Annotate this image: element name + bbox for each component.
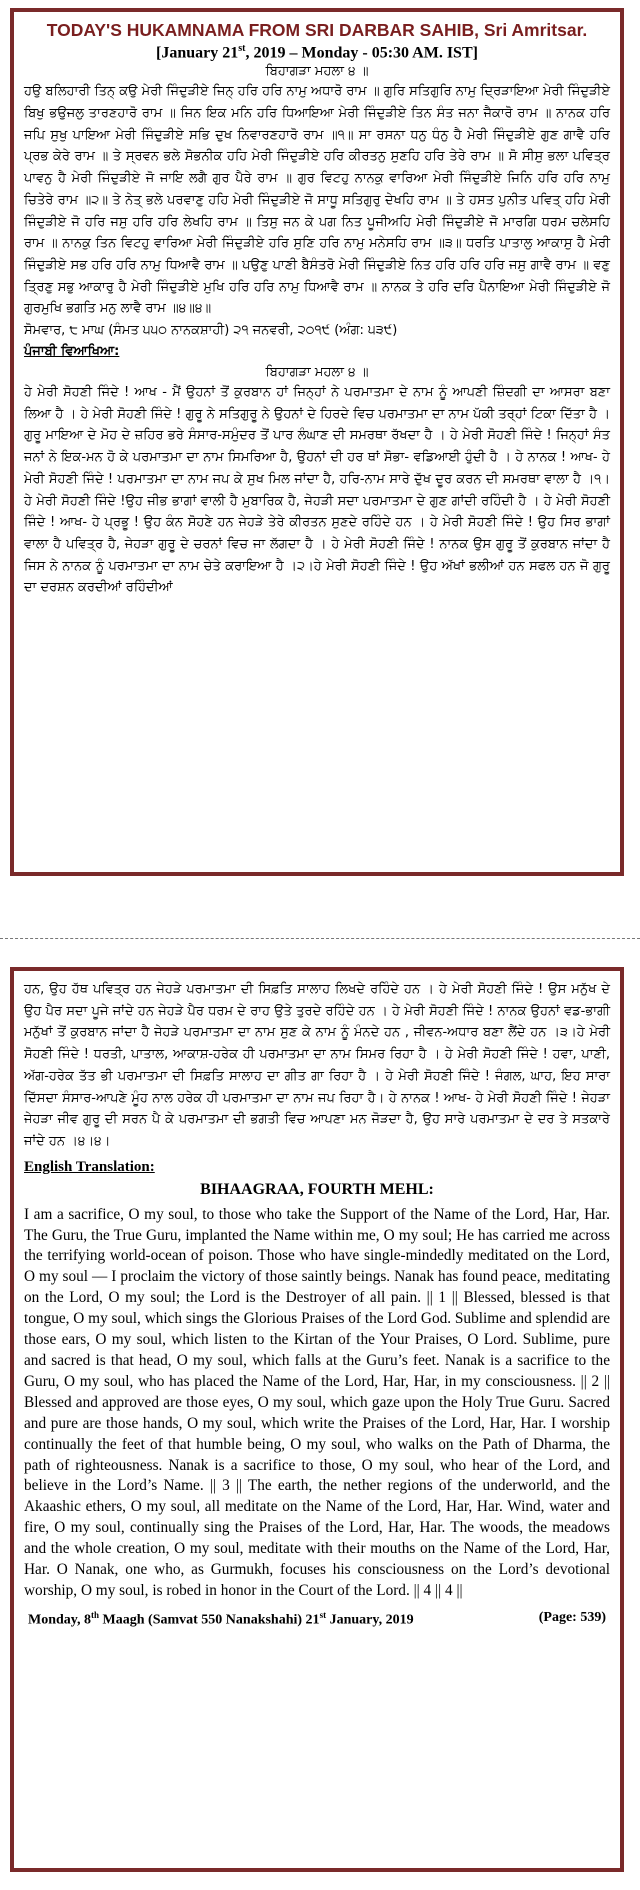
vyakhya-raag-heading: ਬਿਹਾਗੜਾ ਮਹਲਾ ੪ ॥ <box>265 365 369 381</box>
vyakhya-text-part2: ਹਨ, ਉਹ ਹੱਥ ਪਵਿਤ੍ਰ ਹਨ ਜੇਹੜੇ ਪਰਮਾਤਮਾ ਦੀ ਸਿਫ਼ਤਿ ਸਾਲਾਹ ਲਿਖਦੇ ਰਹਿੰਦੇ ਹਨ । ਹੇ ਮੇਰੀ ਸੋਹਣੀ ਜਿੰਦੇ ! ਉਸ ਮਨੁੱਖ ਦੇ ਉਹ ਪੈਰ ਸਦਾ ਪੂਜੇ ਜਾਂਦੇ ਹਨ ਜੇਹੜੇ ਪੈਰ ਧਰਮ ਦੇ ਰਾਹ ਉਤੇ ਤੁਰਦੇ ਰਹਿੰਦੇ ਹਨ । ਹੇ ਮੇਰੀ ਸੋਹਣੀ ਜਿੰਦੇ ! ਨਾਨਕ ਉਹਨਾਂ ਵਡ-ਭਾਗੀ ਮਨੁੱਖਾਂ ਤੋਂ ਕੁਰਬਾਨ ਜਾਂਦਾ ਹੈ ਜੇਹੜੇ ਪਰਮਾਤਮਾ ਦਾ ਨਾਮ ਸੁਣ ਕੇ ਨਾਮ ਨੂੰ ਮੰਨਦੇ ਹਨ , ਜੀਵਨ-ਅਧਾਰ ਬਣਾ ਲੈਂਦੇ ਹਨ ।੩।ਹੇ ਮੇਰੀ ਸੋਹਣੀ ਜਿੰਦੇ ! ਧਰਤੀ, ਪਾਤਾਲ, ਆਕਾਸ਼-ਹਰੇਕ ਹੀ ਪਰਮਾਤਮਾ ਦਾ ਨਾਮ ਸਿਮਰ ਰਿਹਾ ਹੈ । ਹੇ ਮੇਰੀ ਸੋਹਣੀ ਜਿੰਦੇ ! ਹਵਾ, ਪਾਣੀ, ਅੱਗ-ਹਰੇਕ ਤੱਤ ਭੀ ਪਰਮਾਤਮਾ ਦੀ ਸਿਫ਼ਤਿ ਸਾਲਾਹ ਦਾ ਗੀਤ ਗਾ ਰਿਹਾ ਹੈ । ਹੇ ਮੇਰੀ ਸੋਹਣੀ ਜਿੰਦੇ ! ਜੰਗਲ, ਘਾਹ, ਇਹ ਸਾਰਾ ਦਿੱਸਦਾ ਸੰਸਾਰ-ਆਪਣੇ ਮੂੰਹ ਨਾਲ ਹਰੇਕ ਹੀ ਪਰਮਾਤਮਾ ਦਾ ਨਾਮ ਜਪ ਰਿਹਾ ਹੈ। ਹੇ ਨਾਨਕ ! ਆਖ- ਹੇ ਮੇਰੀ ਸੋਹਣੀ ਜਿੰਦੇ ! ਜੇਹੜਾ ਜੇਹੜਾ ਜੀਵ ਗੁਰੂ ਦੀ ਸਰਨ ਪੈ ਕੇ ਪਰਮਾਤਮਾ ਦੀ ਭਗਤੀ ਵਿਚ ਆਪਣਾ ਮਨ ਜੋੜਦਾ ਹੈ, ਉਹ ਸਾਰੇ ਪਰਮਾਤਮਾ ਦੇ ਦਰ ਤੇ ਸਤਕਾਰੇ ਜਾਂਦੇ ਹਨ ।੪।੪। <box>24 982 610 1149</box>
footer-page-number: (Page: 539) <box>538 1609 606 1625</box>
english-footer <box>24 1610 610 1629</box>
hukamnama-date: [January 21st, 2019 – Monday - 05:30 AM. IST] <box>156 43 478 62</box>
gurbani-text: ਹਉ ਬਲਿਹਾਰੀ ਤਿਨ੍ ਕਉ ਮੇਰੀ ਜਿੰਦੁੜੀਏ ਜਿਨ੍ ਹਰਿ ਹਰਿ ਨਾਮੁ ਅਧਾਰੋ ਰਾਮ ॥ ਗੁਰਿ ਸਤਿਗੁਰਿ ਨਾਮੁ ਦ੍ਰਿੜਾਇਆ ਮੇਰੀ ਜਿੰਦੁੜੀਏ ਬਿਖੁ ਭਉਜਲੁ ਤਾਰਣਹਾਰੋ ਰਾਮ ॥ ਜਿਨ ਇਕ ਮਨਿ ਹਰਿ ਧਿਆਇਆ ਮੇਰੀ ਜਿੰਦੁੜੀਏ ਤਿਨ ਸੰਤ ਜਨਾ ਜੈਕਾਰੋ ਰਾਮ ॥ ਨਾਨਕ ਹਰਿ ਜਪਿ ਸੁਖੁ ਪਾਇਆ ਮੇਰੀ ਜਿੰਦੁੜੀਏ ਸਭਿ ਦੁਖ ਨਿਵਾਰਣਹਾਰੋ ਰਾਮ ॥੧॥ ਸਾ ਰਸਨਾ ਧਨੁ ਧੰਨੁ ਹੈ ਮੇਰੀ ਜਿੰਦੁੜੀਏ ਗੁਣ ਗਾਵੈ ਹਰਿ ਪ੍ਰਭ ਕੇਰੇ ਰਾਮ ॥ ਤੇ ਸ੍ਰਵਨ ਭਲੇ ਸੋਭਨੀਕ ਹਹਿ ਮੇਰੀ ਜਿੰਦੁੜੀਏ ਹਰਿ ਕੀਰਤਨੁ ਸੁਣਹਿ ਹਰਿ ਤੇਰੇ ਰਾਮ ॥ ਸੋ ਸੀਸੁ ਭਲਾ ਪਵਿਤ੍ਰ ਪਾਵਨੁ ਹੈ ਮੇਰੀ ਜਿੰਦੁੜੀਏ ਜੋ ਜਾਇ ਲਗੈ ਗੁਰ ਪੈਰੇ ਰਾਮ ॥ ਗੁਰ ਵਿਟਹੁ ਨਾਨਕੁ ਵਾਰਿਆ ਮੇਰੀ ਜਿੰਦੁੜੀਏ ਜਿਨਿ ਹਰਿ ਹਰਿ ਨਾਮੁ ਚਿਤੇਰੇ ਰਾਮ ॥੨॥ ਤੇ ਨੇਤ੍ ਭਲੇ ਪਰਵਾਣੁ ਹਹਿ ਮੇਰੀ ਜਿੰਦੁੜੀਏ ਜੋ ਸਾਧੂ ਸਤਿਗੁਰੁ ਦੇਖਹਿ ਰਾਮ ॥ ਤੇ ਹਸਤ ਪੁਨੀਤ ਪਵਿਤ੍ ਹਹਿ ਮੇਰੀ ਜਿੰਦੁੜੀਏ ਜੋ ਹਰਿ ਜਸੁ ਹਰਿ ਹਰਿ ਲੇਖਹਿ ਰਾਮ ॥ ਤਿਸੁ ਜਨ ਕੇ ਪਗ ਨਿਤ ਪੂਜੀਅਹਿ ਮੇਰੀ ਜਿੰਦੁੜੀਏ ਜੋ ਮਾਰਗਿ ਧਰਮ ਚਲੇਸਹਿ ਰਾਮ ॥ ਨਾਨਕੁ ਤਿਨ ਵਿਟਹੁ ਵਾਰਿਆ ਮੇਰੀ ਜਿੰਦੁੜੀਏ ਹਰਿ ਸੁਣਿ ਹਰਿ ਨਾਮੁ ਮਨੇਸਹਿ ਰਾਮ ॥੩॥ ਧਰਤਿ ਪਾਤਾਲੁ ਆਕਾਸੁ ਹੈ ਮੇਰੀ ਜਿੰਦੁੜੀਏ ਸਭ ਹਰਿ ਹਰਿ ਨਾਮੁ ਧਿਆਵੈ ਰਾਮ ॥ ਪਉਣੁ ਪਾਣੀ ਬੈਸੰਤਰੋ ਮੇਰੀ ਜਿੰਦੁੜੀਏ ਨਿਤ ਹਰਿ ਹਰਿ ਹਰਿ ਜਸੁ ਗਾਵੈ ਰਾਮ ॥ ਵਣੁ ਤ੍ਰਿਣੁ ਸਭੁ ਆਕਾਰੁ ਹੈ ਮੇਰੀ ਜਿੰਦੁੜੀਏ ਮੁਖਿ ਹਰਿ ਹਰਿ ਨਾਮੁ ਧਿਆਵੈ ਰਾਮ ॥ ਨਾਨਕ ਤੇ ਹਰਿ ਦਰਿ ਪੈਨਾਇਆ ਮੇਰੀ ਜਿੰਦੁੜੀਏ ਜੋ ਗੁਰਮੁਖਿ ਭਗਤਿ ਮਨੁ ਲਾਵੈ ਰਾਮ ॥੪॥੪॥ <box>24 84 610 317</box>
vyakhya-text-part1: ਹੇ ਮੇਰੀ ਸੋਹਣੀ ਜਿੰਦੇ ! ਆਖ - ਮੈਂ ਉਹਨਾਂ ਤੋਂ ਕੁਰਬਾਨ ਹਾਂ ਜਿਨ੍ਹਾਂ ਨੇ ਪਰਮਾਤਮਾ ਦੇ ਨਾਮ ਨੂੰ ਆਪਣੀ ਜ਼ਿੰਦਗੀ ਦਾ ਆਸਰਾ ਬਣਾ ਲਿਆ ਹੈ । ਹੇ ਮੇਰੀ ਸੋਹਣੀ ਜਿੰਦੇ ! ਗੁਰੂ ਨੇ ਸਤਿਗੁਰੂ ਨੇ ਉਹਨਾਂ ਦੇ ਹਿਰਦੇ ਵਿਚ ਪਰਮਾਤਮਾ ਦਾ ਨਾਮ ਪੱਕੀ ਤਰ੍ਹਾਂ ਟਿਕਾ ਦਿੱਤਾ ਹੈ । ਗੁਰੂ ਮਾਇਆ ਦੇ ਮੋਹ ਦੇ ਜ਼ਹਿਰ ਭਰੇ ਸੰਸਾਰ-ਸਮੁੰਦਰ ਤੋਂ ਪਾਰ ਲੰਘਾਣ ਦੀ ਸਮਰਥਾ ਰੱਖਦਾ ਹੈ । ਹੇ ਮੇਰੀ ਸੋਹਣੀ ਜਿੰਦੇ ! ਜਿਨ੍ਹਾਂ ਸੰਤ ਜਨਾਂ ਨੇ ਇਕ-ਮਨ ਹੋ ਕੇ ਪਰਮਾਤਮਾ ਦਾ ਨਾਮ ਸਿਮਰਿਆ ਹੈ, ਉਹਨਾਂ ਦੀ ਹਰ ਥਾਂ ਸੋਭਾ- ਵਡਿਆਈ ਹੁੰਦੀ ਹੈ । ਹੇ ਨਾਨਕ ! ਆਖ- ਹੇ ਮੇਰੀ ਸੋਹਣੀ ਜਿੰਦੇ ! ਪਰਮਾਤਮਾ ਦਾ ਨਾਮ ਜਪ ਕੇ ਸੁਖ ਮਿਲ ਜਾਂਦਾ ਹੈ, ਹਰਿ-ਨਾਮ ਸਾਰੇ ਦੁੱਖ ਦੂਰ ਕਰਨ ਦੀ ਸਮਰਥਾ ਵਾਲਾ ਹੈ ।੧।ਹੇ ਮੇਰੀ ਸੋਹਣੀ ਜਿੰਦੇ !ਉਹ ਜੀਭ ਭਾਗਾਂ ਵਾਲੀ ਹੈ ਮੁਬਾਰਿਕ ਹੈ, ਜੇਹੜੀ ਸਦਾ ਪਰਮਾਤਮਾ ਦੇ ਗੁਣ ਗਾਂਦੀ ਰਹਿੰਦੀ ਹੈ । ਹੇ ਮੇਰੀ ਸੋਹਣੀ ਜਿੰਦੇ ! ਆਖ- ਹੇ ਪ੍ਰਭੂ ! ਉਹ ਕੰਨ ਸੋਹਣੇ ਹਨ ਜੇਹੜੇ ਤੇਰੇ ਕੀਰਤਨ ਸੁਣਦੇ ਰਹਿੰਦੇ ਹਨ । ਹੇ ਮੇਰੀ ਸੋਹਣੀ ਜਿੰਦੇ ! ਉਹ ਸਿਰ ਭਾਗਾਂ ਵਾਲਾ ਹੈ ਪਵਿਤ੍ਰ ਹੈ, ਜੇਹੜਾ ਗੁਰੂ ਦੇ ਚਰਨਾਂ ਵਿਚ ਜਾ ਲੱਗਦਾ ਹੈ । ਹੇ ਮੇਰੀ ਸੋਹਣੀ ਜਿੰਦੇ ! ਨਾਨਕ ਉਸ ਗੁਰੂ ਤੋਂ ਕੁਰਬਾਨ ਜਾਂਦਾ ਹੈ ਜਿਸ ਨੇ ਨਾਨਕ ਨੂੰ ਪਰਮਾਤਮਾ ਦਾ ਨਾਮ ਚੇਤੇ ਕਰਾਇਆ ਹੈ ।੨।ਹੇ ਮੇਰੀ ਸੋਹਣੀ ਜਿੰਦੇ ! ਉਹ ਅੱਖਾਂ ਭਲੀਆਂ ਹਨ ਸਫਲ ਹਨ ਜੋ ਗੁਰੂ ਦਾ ਦਰਸ਼ਨ ਕਰਦੀਆਂ ਰਹਿੰਦੀਆਂ <box>24 385 610 596</box>
english-raag-heading: BIHAAGRAA, FOURTH MEHL: <box>200 1180 434 1198</box>
punjabi-vyakhya-heading: ਪੰਜਾਬੀ ਵਿਆਖਿਆ: <box>24 344 120 360</box>
hukamnama-panel-top <box>10 8 624 876</box>
punjabi-date-line: ਸੋਮਵਾਰ, ੮ ਮਾਘ (ਸੰਮਤ ੫੫੦ ਨਾਨਕਸ਼ਾਹੀ) ੨੧ ਜਨਵਰੀ, ੨੦੧੯ (ਅੰਗ: ੫੩੯) <box>24 323 398 339</box>
footer-date: Monday, 8th Maagh (Samvat 550 Nanakshahi) 21st January, 2019 <box>28 1609 414 1628</box>
english-translation-text: I am a sacrifice, O my soul, to those who take the Support of the Name of the Lord, Har, Har. The Guru, the True Guru, implanted the Name within me, O my soul; He has carried me across the terrifying world-ocean of poison. Those who have single-mindedly meditated on the Lord, O my soul — I proclaim the victory of those saintly beings. Nanak has found peace, meditating on the Lord, O my soul; the Lord is the Destroyer of all pain. || 1 || Blessed, blessed is that tongue, O my soul, which sings the Glorious Praises of the Lord God. Sublime and splendid are those ears, O my soul, which listen to the Kirtan of the Your Praises, O Lord. Sublime, pure and sacred is that head, O my soul, which falls at the Guru’s feet. Nanak is a sacrifice to the Guru, O my soul, who has placed the Name of the Lord, Har, Har, in my consciousness. || 2 || Blessed and approved are those eyes, O my soul, which gaze upon the Holy True Guru. Sacred and pure are those hands, O my soul, which write the Praises of the Lord, Har, Har. I worship continually the feet of that humble being, O my soul, who walks on the Path of Dharma, the path of righteousness. Nanak is a sacrifice to those, O my soul, who hear of the Lord, and believe in the Lord’s Name. || 3 || The earth, the nether regions of the underworld, and the Akaashic ethers, O my soul, all meditate on the Name of the Lord, Har, Har. Wind, water and fire, O my soul, continually sing the Praises of the Lord, Har, Har. The woods, the meadows and the whole creation, O my soul, meditate with their mouths on the Name of the Lord, Har, Har. O Nanak, one who, as Gurmukh, focuses his consciousness on the Lord’s devotional worship, O my soul, is robed in honor in the Court of the Lord. || 4 || 4 || <box>24 1205 610 1599</box>
english-translation-heading: English Translation: <box>24 1158 155 1175</box>
hukamnama-panel-bottom <box>10 967 624 1872</box>
page-divider <box>0 938 640 939</box>
gurbani-raag-heading: ਬਿਹਾਗੜਾ ਮਹਲਾ ੪ ॥ <box>265 64 369 80</box>
page-title: TODAY'S HUKAMNAMA FROM SRI DARBAR SAHIB, Sri Amritsar. <box>46 20 588 40</box>
